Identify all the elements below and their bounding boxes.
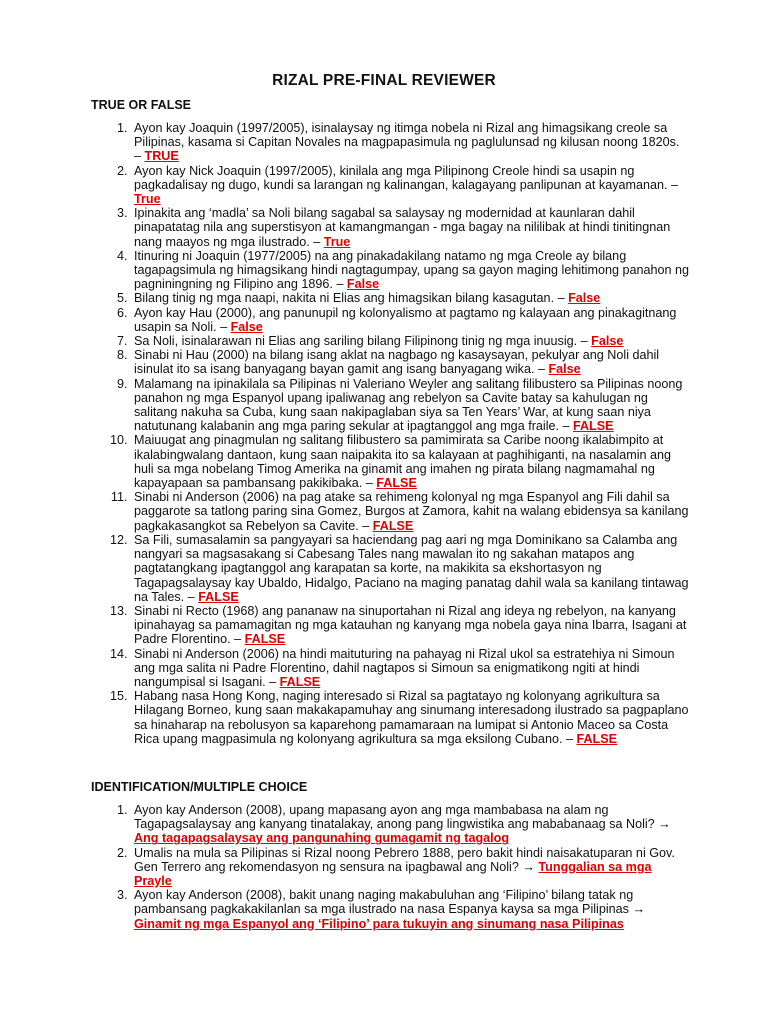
list-item <box>131 377 689 434</box>
list-item <box>131 803 689 846</box>
answer-text: FALSE <box>573 419 614 434</box>
answer-text: FALSE <box>376 476 417 491</box>
question-text: Sinabi ni Anderson (2006) na pag atake sa rehimeng kolonyal ng mga Espanyol ang Fili dahil sa paggarote sa tatlong paring sina Gomez, Burgos at Zamora, kahit na walang ebidensya sa kanilang pagkakasangkot sa Rebelyon sa Cavite. – <box>134 490 689 533</box>
arrow-icon: → <box>632 902 646 917</box>
question-text: Sinabi ni Anderson (2006) na hindi maituturing na pahayag ni Rizal ukol sa estratehiya ni Simoun ang mga salita ni Padre Florentino, dahil nagtapos si Simoun sa enigmatikong ngiti at hindi nangumpisal si Isagani. – <box>134 646 675 689</box>
question-text: Habang nasa Hong Kong, naging interesado si Rizal sa pagtatayo ng kolonyang agrikultura sa Hilagang Borneo, kung saan makakapamuhay ang sinumang interesadong ilustrado sa pagpaplano sa hinaharap na rebolusyon sa kaparehong pamamaraan na lumipat si Antonio Maceo sa Costa Rica upang magpasimula ng kolonyang agrikultura sa mga eksilong Cubano. – <box>134 689 689 746</box>
answer-text: Ginamit ng mga Espanyol ang ‘Filipino’ para tukuyin ang sinumang nasa Pilipinas <box>134 916 624 931</box>
list-item <box>131 490 689 533</box>
list-item <box>131 121 689 164</box>
answer-text: TRUE <box>144 149 179 164</box>
list-item <box>131 689 689 746</box>
list-item <box>131 306 689 334</box>
answer-text: False <box>230 319 263 334</box>
list-item <box>131 433 689 490</box>
question-text: Umalis na mula sa Pilipinas si Rizal noong Pebrero 1888, pero bakit hindi naisakatuparan ni Gov. Gen Terrero ang rekomendasyon ng sensura na ipagbawal ang Noli? <box>134 845 675 874</box>
question-text: Sa Fili, sumasalamin sa pangyayari sa haciendang pag aari ng mga Dominikano sa Calamba ang nangyari sa magsasakang si Cabesang Tales nang mawalan ito ng sakahan matapos ang pagtatangkang ipagtanggol ang karapatan sa korte, na makikita sa ekshortasyon ng Tagapagsalaysay kay Ubaldo, Hidalgo, Paciano na maging panatag dahil wala sa kanilang tintawag na Tales. – <box>134 532 689 604</box>
true-false-list <box>0 121 689 746</box>
question-text: Ayon kay Joaquin (1997/2005), isinalaysay ng itimga nobela ni Rizal ang himagsikang creole sa Pilipinas, kasama si Capitan Novales na magpapasimula ng paglulunsad ng kilusan noong 1820s. – <box>134 121 680 164</box>
list-item <box>131 647 689 690</box>
answer-text: False <box>591 334 624 349</box>
question-text: Maiuugat ang pinagmulan ng salitang filibustero sa pamimirata sa Caribe noong ikalabimpito at ikalabingwalang dantaon, kung saan naipakita ito sa kalayaan at paghihiganti, na nasalamin ang huli sa mga nobelang Timog Amerika na ginamit ang imahen ng pirata bilang nagmamahal ng kapayapaan sa pambansang pakikibaka. – <box>134 433 672 491</box>
answer-text: FALSE <box>372 518 414 533</box>
list-item <box>131 533 689 604</box>
arrow-icon: → <box>658 817 671 832</box>
question-text: Ipinakita ang ‘madla’ sa Noli bilang sagabal sa salaysay ng modernidad at kaunlaran dahil pinapatatag nila ang superstisyon at kamangmangan - mga bagay na nililibak at hindi tinitingnan nang maayos ng mga ilustrado. – <box>134 206 671 249</box>
answer-text: FALSE <box>576 731 618 746</box>
list-item <box>131 164 689 207</box>
list-item <box>131 249 689 292</box>
list-item <box>131 334 689 348</box>
list-item <box>131 291 689 305</box>
answer-text: Tunggalian sa mga Prayle <box>134 859 652 889</box>
list-item <box>131 604 689 647</box>
question-text: Sinabi ni Recto (1968) ang pananaw na sinuportahan ni Rizal ang ideya ng rebelyon, na kanyang ipinahayag sa pamamagitan ng mga katauhan ng kanyang mga nobela gaya nina Ibarra, Isagani at Padre Florentino. – <box>134 603 687 647</box>
list-item <box>131 206 689 249</box>
identification-list <box>0 803 689 931</box>
answer-text: True <box>323 234 351 249</box>
question-text: Ayon kay Nick Joaquin (1997/2005), kinilala ang mga Pilipinong Creole hindi sa usapin ng pagkadalisay ng dugo, kundi sa larangan ng kalinangan, kalagayang panlipunan at kayamanan. – <box>134 163 679 192</box>
answer-text: False <box>548 362 581 377</box>
question-text: Ayon kay Hau (2000), ang panunupil ng kolonyalismo at pagtamo ng kalayaan ang pinakagitnang usapin sa Noli. – <box>134 305 677 334</box>
page-title: RIZAL PRE-FINAL REVIEWER <box>272 72 496 89</box>
list-item <box>131 846 689 889</box>
section-heading-identification: IDENTIFICATION/MULTIPLE CHOICE <box>91 780 308 794</box>
question-text: Ayon kay Anderson (2008), bakit unang naging makabuluhan ang ‘Filipino’ bilang tatak ng pambansang pagkakakilanlan sa mga ilustrado na nasa Espanya kaysa sa mga Pilipinas <box>134 888 634 917</box>
question-text: Malamang na ipinakilala sa Pilipinas ni Valeriano Weyler ang salitang filibustero sa Pilipinas noong panahon ng mga Espanyol upang ipaliwanag ang rebelyon sa Cavite batay sa kahulugan ng salitang nakuha sa Cuba, kung saan nakipaglaban siya sa Ten Years’ War, at kung saan niya natutunang kalabanin ang mga paring sekular at ipagtanggol ang mga fraile. – <box>134 376 683 434</box>
answer-text: Ang tagapagsalaysay ang pangunahing gumagamit ng tagalog <box>134 831 510 846</box>
answer-text: False <box>568 291 601 306</box>
question-text: Bilang tinig ng mga naapi, nakita ni Elias ang himagsikan bilang kasagutan. – <box>134 291 569 306</box>
answer-text: True <box>134 192 161 207</box>
question-text: Sinabi ni Hau (2000) na bilang isang aklat na nagbago ng kasaysayan, pekulyar ang Noli dahil isinulat ito sa isang banyagang bayan gamit ang isang banyagang wika. – <box>134 348 660 377</box>
arrow-icon: → <box>522 859 535 874</box>
list-item <box>131 888 689 931</box>
answer-text: False <box>346 277 380 292</box>
section-heading-true-false: TRUE OR FALSE <box>91 98 192 112</box>
question-text: Ayon kay Anderson (2008), upang mapasang ayon ang mga mambabasa na alam ng Tagapagsalaysay ang kanyang tinatalakay, anong pang lingwistika ang mababanaag sa Noli? <box>134 803 659 832</box>
question-text: Sa Noli, isinalarawan ni Elias ang sariling bilang Filipinong tinig ng mga inuusig. – <box>134 334 592 349</box>
answer-text: FALSE <box>198 589 239 604</box>
answer-text: FALSE <box>279 674 321 689</box>
list-item <box>131 348 689 376</box>
answer-text: FALSE <box>244 632 286 647</box>
question-text: Itinuring ni Joaquin (1977/2005) na ang pinakadakilang natamo ng mga Creole ay bilang tagapagsimula ng himagsikang hindi nagtagumpay, upang sa gayon maging lehitimong panahon ng pagniningning ng Filipino ang 1896. – <box>134 248 689 292</box>
